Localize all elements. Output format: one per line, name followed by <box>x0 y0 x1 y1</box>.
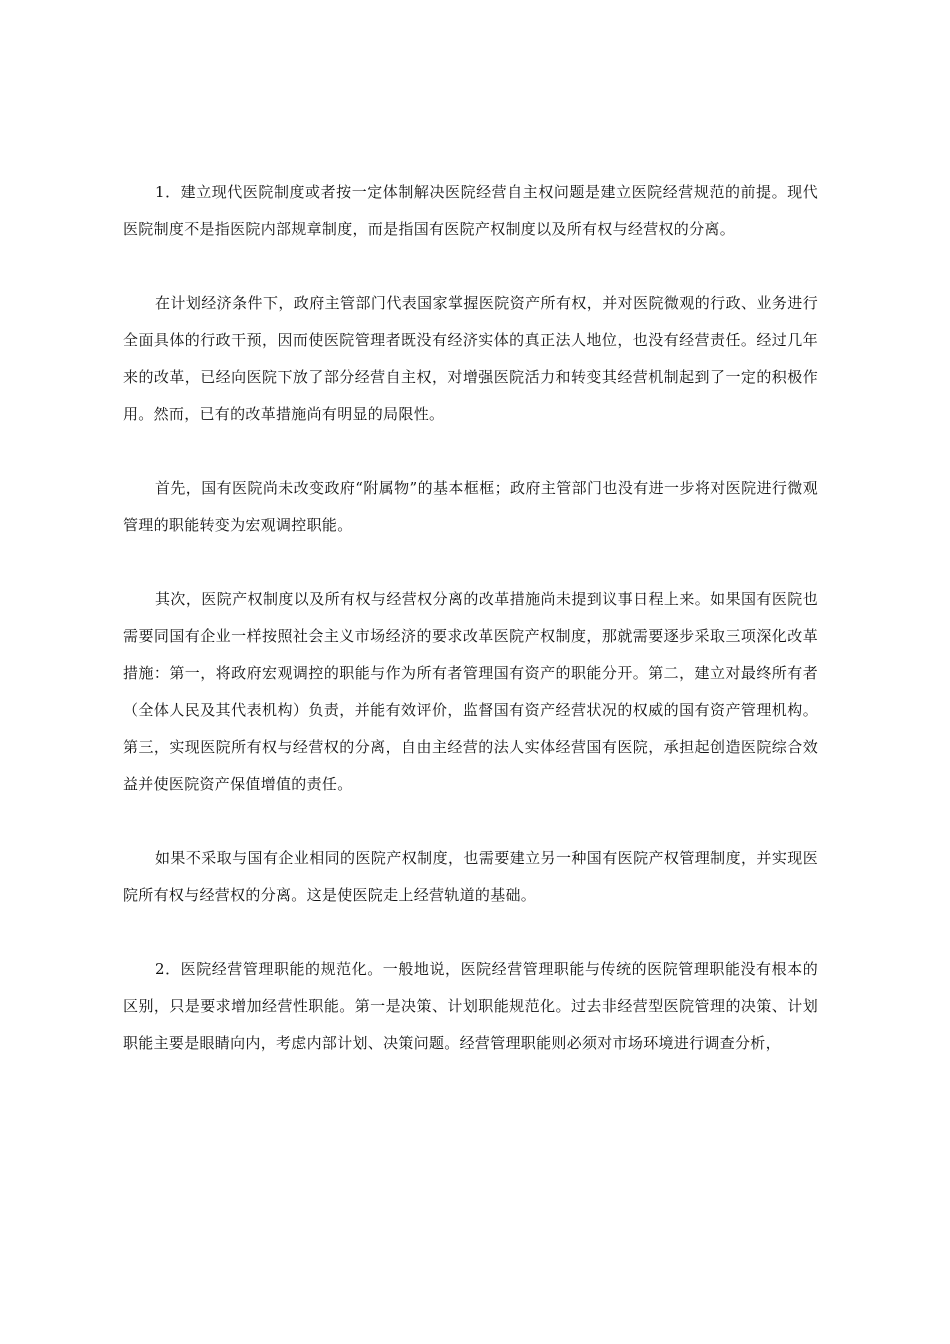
paragraph-1: 1．建立现代医院制度或者按一定体制解决医院经营自主权问题是建立医院经营规范的前提。现代医院制度不是指医院内部规章制度，而是指国有医院产权制度以及所有权与经营权的分离。 <box>123 183 818 238</box>
document-body <box>123 174 818 1062</box>
paragraph-2: 在计划经济条件下，政府主管部门代表国家掌握医院资产所有权，并对医院微观的行政、业务进行全面具体的行政干预，因而使医院管理者既没有经济实体的真正法人地位，也没有经营责任。经过几年来的改革，已经向医院下放了部分经营自主权，对增强医院活力和转变其经营机制起到了一定的积极作用。然而，已有的改革措施尚有明显的局限性。 <box>123 294 818 423</box>
paragraph-3: 首先，国有医院尚未改变政府“附属物”的基本框框；政府主管部门也没有进一步将对医院进行微观管理的职能转变为宏观调控职能。 <box>123 479 818 534</box>
paragraph-5: 如果不采取与国有企业相同的医院产权制度，也需要建立另一种国有医院产权管理制度，并实现医院所有权与经营权的分离。这是使医院走上经营轨道的基础。 <box>123 849 818 904</box>
paragraph-6: 2．医院经营管理职能的规范化。一般地说，医院经营管理职能与传统的医院管理职能没有根本的区别，只是要求增加经营性职能。第一是决策、计划职能规范化。过去非经营型医院管理的决策、计划职能主要是眼睛向内，考虑内部计划、决策问题。经营管理职能则必须对市场环境进行调查分析， <box>123 960 818 1052</box>
paragraph-4: 其次，医院产权制度以及所有权与经营权分离的改革措施尚未提到议事日程上来。如果国有医院也需要同国有企业一样按照社会主义市场经济的要求改革医院产权制度，那就需要逐步采取三项深化改革措施：第一，将政府宏观调控的职能与作为所有者管理国有资产的职能分开。第二，建立对最终所有者（全体人民及其代表机构）负责，并能有效评价，监督国有资产经营状况的权威的国有资产管理机构。第三，实现医院所有权与经营权的分离，自由主经营的法人实体经营国有医院，承担起创造医院综合效益并使医院资产保值增值的责任。 <box>123 590 818 793</box>
